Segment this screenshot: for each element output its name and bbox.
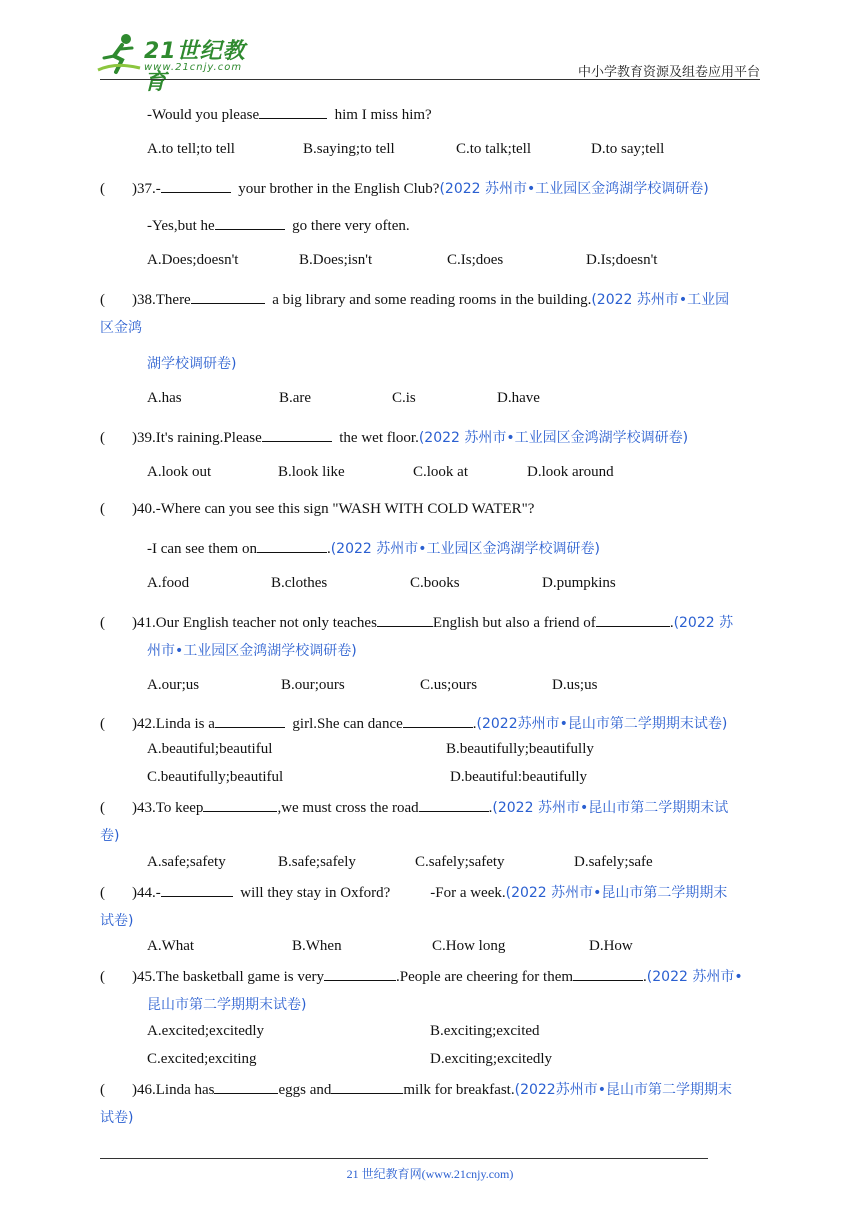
answer-blank[interactable] xyxy=(215,713,285,728)
option: C.to talk;tell xyxy=(456,141,531,157)
question-46: ( )46.Linda has eggs and milk for breakfast.(2022苏州市•昆山市第二学期期末 xyxy=(100,1079,732,1099)
footer-text: 21 世纪教育网(www.21cnjy.com) xyxy=(346,1167,514,1181)
option: C.is xyxy=(392,390,416,406)
option: B.our;ours xyxy=(281,677,345,693)
q36-line: -Would you please him I miss him? xyxy=(147,104,432,124)
q44-src-cont: 试卷) xyxy=(100,913,134,929)
option: B.look like xyxy=(278,464,345,480)
source-note: (2022 苏州市•工业园区金鸿湖学校调研卷) xyxy=(439,181,709,197)
source-note: (2022 苏 xyxy=(673,615,734,631)
option: A.food xyxy=(147,575,190,591)
option: D.beautiful:beautifully xyxy=(450,769,588,785)
answer-blank[interactable] xyxy=(203,797,277,812)
answer-blank[interactable] xyxy=(596,612,670,627)
question-41: ( )41.Our English teacher not only teaches English but also a friend of .(2022 苏 xyxy=(100,612,733,632)
q38-src-cont2: 湖学校调研卷) xyxy=(147,356,237,372)
q41-src-cont: 州市•工业园区金鸿湖学校调研卷) xyxy=(147,643,357,659)
option: A.has xyxy=(147,390,182,406)
answer-blank[interactable] xyxy=(259,104,327,119)
option: B.When xyxy=(292,938,342,954)
option: B.safe;safely xyxy=(278,854,356,870)
answer-blank[interactable] xyxy=(262,427,332,442)
footer-divider xyxy=(100,1158,708,1159)
q43-src-cont: 卷) xyxy=(100,828,120,844)
source-note: (2022苏州市•昆山市第二学期期末 xyxy=(514,1082,732,1098)
option: B.exciting;excited xyxy=(430,1023,540,1039)
q46-src-cont: 试卷) xyxy=(100,1110,134,1126)
option: D.How xyxy=(589,938,633,954)
answer-blank[interactable] xyxy=(191,289,265,304)
source-note: (2022 苏州市•昆山市第二学期期末 xyxy=(505,885,728,901)
header-divider xyxy=(100,79,760,80)
question-42: ( )42.Linda is a girl.She can dance .(2022苏州市•昆山市第二学期期末试卷) xyxy=(100,713,727,733)
option: C.beautifully;beautiful xyxy=(147,769,284,785)
option: C.look at xyxy=(413,464,468,480)
logo-url: www.21cnjy.com xyxy=(144,62,243,73)
option: C.books xyxy=(410,575,460,591)
question-37: ( )37.- your brother in the English Club?(2022 苏州市•工业园区金鸿湖学校调研卷) xyxy=(100,178,709,198)
q40-line2: -I can see them on .(2022 苏州市•工业园区金鸿湖学校调研卷) xyxy=(147,538,600,558)
option: B.clothes xyxy=(271,575,328,591)
answer-blank[interactable] xyxy=(161,178,231,193)
option: C.us;ours xyxy=(420,677,478,693)
question-45: ( )45.The basketball game is very .People are cheering for them .(2022 苏州市• xyxy=(100,966,743,986)
answer-blank[interactable] xyxy=(161,882,233,897)
option: D.Is;doesn't xyxy=(586,252,658,268)
option: B.Does;isn't xyxy=(299,252,373,268)
runner-logo-icon xyxy=(96,32,142,76)
option: D.look around xyxy=(527,464,614,480)
source-note: (2022 苏州市•工业园区金鸿湖学校调研卷) xyxy=(418,430,689,446)
source-note: (2022苏州市•昆山市第二学期期末试卷) xyxy=(476,716,728,732)
logo-text: 21世纪教育 xyxy=(144,39,246,95)
option: C.Is;does xyxy=(447,252,504,268)
question-43: ( )43.To keep ,we must cross the road .(2022 苏州市•昆山市第二学期期末试 xyxy=(100,797,728,817)
option: A.Does;doesn't xyxy=(147,252,239,268)
option: A.our;us xyxy=(147,677,200,693)
answer-blank[interactable] xyxy=(324,966,396,981)
option: A.safe;safety xyxy=(147,854,226,870)
source-note: (2022 苏州市•工业园 xyxy=(591,292,730,308)
answer-blank[interactable] xyxy=(377,612,433,627)
option: D.pumpkins xyxy=(542,575,616,591)
option: A.What xyxy=(147,938,195,954)
answer-blank[interactable] xyxy=(257,538,327,553)
answer-blank[interactable] xyxy=(403,713,473,728)
option: A.to tell;to tell xyxy=(147,141,235,157)
source-note: (2022 苏州市•工业园区金鸿湖学校调研卷) xyxy=(330,541,600,557)
option: B.saying;to tell xyxy=(303,141,395,157)
q37-line2: -Yes,but he go there very often. xyxy=(147,215,410,235)
source-note: (2022 苏州市•昆山市第二学期期末试 xyxy=(492,800,729,816)
answer-blank[interactable] xyxy=(214,1079,278,1094)
option: B.beautifully;beautifully xyxy=(446,741,594,757)
option: D.have xyxy=(497,390,540,406)
answer-blank[interactable] xyxy=(573,966,643,981)
page-header xyxy=(100,28,760,95)
option: D.exciting;excitedly xyxy=(430,1051,553,1067)
option: B.are xyxy=(279,390,312,406)
option: C.How long xyxy=(432,938,506,954)
option: D.us;us xyxy=(552,677,598,693)
q45-src-cont: 昆山市第二学期期末试卷) xyxy=(147,997,307,1013)
option: C.safely;safety xyxy=(415,854,505,870)
answer-blank[interactable] xyxy=(215,215,285,230)
option: D.safely;safe xyxy=(574,854,653,870)
option: A.excited;excitedly xyxy=(147,1023,265,1039)
option: C.excited;exciting xyxy=(147,1051,257,1067)
question-40: ( )40.-Where can you see this sign "WASH WITH COLD WATER"? xyxy=(100,501,535,517)
option: D.to say;tell xyxy=(591,141,665,157)
answer-blank[interactable] xyxy=(331,1079,403,1094)
option: A.look out xyxy=(147,464,212,480)
q38-src-cont: 区金鸿 xyxy=(100,320,142,336)
question-44: ( )44.- will they stay in Oxford? -For a week.(2022 苏州市•昆山市第二学期期末 xyxy=(100,882,727,902)
source-note: (2022 苏州市• xyxy=(646,969,743,985)
question-39: ( )39.It's raining.Please the wet floor.(2022 苏州市•工业园区金鸿湖学校调研卷) xyxy=(100,427,688,447)
platform-title: 中小学教育资源及组卷应用平台 xyxy=(577,65,760,80)
question-38: ( )38.There a big library and some reading rooms in the building.(2022 苏州市•工业园 xyxy=(100,289,729,309)
logo xyxy=(96,32,256,95)
option: A.beautiful;beautiful xyxy=(147,741,273,757)
answer-blank[interactable] xyxy=(419,797,489,812)
